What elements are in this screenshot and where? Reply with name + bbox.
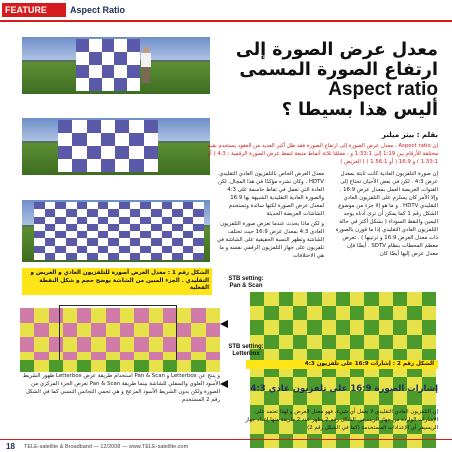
grid-cell bbox=[108, 224, 119, 231]
grid-cell bbox=[407, 320, 421, 334]
grid-cell bbox=[20, 337, 34, 352]
grid-cell bbox=[87, 202, 98, 209]
grid-cell bbox=[379, 320, 393, 334]
grid-cell bbox=[77, 238, 88, 245]
grid-cell bbox=[393, 320, 407, 334]
grid-cell bbox=[108, 209, 119, 216]
grid-cell bbox=[191, 308, 205, 323]
grid-cell bbox=[140, 209, 151, 216]
grid-cell bbox=[130, 224, 141, 231]
grid-cell bbox=[45, 202, 56, 209]
grid-cell bbox=[140, 217, 151, 224]
grid-cell bbox=[364, 320, 378, 334]
grid-cell bbox=[172, 246, 183, 253]
grid-cell bbox=[98, 253, 109, 260]
grid-cell bbox=[264, 306, 278, 320]
grid-cell bbox=[34, 224, 45, 231]
grid-cell bbox=[98, 209, 109, 216]
grid-cell bbox=[193, 253, 204, 260]
grid-cell bbox=[34, 231, 45, 238]
grid-cell bbox=[66, 224, 77, 231]
text-column-right: إن صورة التلفزيون العادية كانت ثابتة بمعدل عرض 4:3 . لكن في بعض الأحيان تحتاج إلى القنوات العريضة العمل بمعدل عرض 16:9 . وإلا الأمر كان يسلزم على التلفزيون العادي التقليدي HDTV . و ما هو إلا جزء من موضوع الشكل رقم 1 كما يمكن أن ترى أدناه يوجد اليمين والنقط السوداء ( بشكل أكثر في حالة التلفزيون العادي التقليدي إذا ما قورن بالصورة ذات معدل العرض 16:9 و ترتيبها ) . تعرض معظم المحطات بنظام SDTV . أيضًا فإن معدل عرض إليها أيضًا كان bbox=[335, 171, 438, 257]
grid-cell bbox=[144, 146, 158, 159]
grid-cell bbox=[89, 52, 102, 65]
grid-cell bbox=[364, 292, 378, 306]
grid-cell bbox=[183, 224, 194, 231]
grid-cell bbox=[115, 159, 129, 172]
grid-cell bbox=[350, 320, 364, 334]
feature-label: FEATURE bbox=[2, 3, 66, 17]
grid-cell bbox=[76, 39, 89, 52]
grid-cell bbox=[98, 202, 109, 209]
grid-cell bbox=[191, 323, 205, 338]
grid-cell bbox=[140, 253, 151, 260]
grid-cell bbox=[206, 308, 220, 323]
text-column-left-1: معدل العرض الخاص بالتلفزيون العادي التقليدي HDTV ، وكان نشره مؤكدًا في هذا المجال. لكن العادة التي تعمل في نقاط حاسمة على 4:3 والصورة العادية التقليدية الشبيهة بها 16:9 لمعدل عرض الصورة لكنها سائدة وتستخدم الشاشات العريضة الحديثة bbox=[217, 171, 324, 217]
grid-cell bbox=[115, 133, 129, 146]
grid-cell bbox=[183, 209, 194, 216]
grid-cell bbox=[58, 159, 72, 172]
grid-cell bbox=[115, 146, 129, 159]
grid-cell bbox=[87, 133, 101, 146]
grid-cell bbox=[151, 253, 162, 260]
grid-cell bbox=[66, 253, 77, 260]
grid-cell bbox=[140, 202, 151, 209]
grid-cell bbox=[183, 217, 194, 224]
grid-cell bbox=[172, 253, 183, 260]
grid-cell bbox=[130, 246, 141, 253]
grid-cell bbox=[140, 238, 151, 245]
grid-cell bbox=[193, 246, 204, 253]
grid-cell bbox=[76, 65, 89, 78]
grid-cell bbox=[55, 202, 66, 209]
grid-cell bbox=[98, 246, 109, 253]
grid-cell bbox=[66, 217, 77, 224]
grid-cell bbox=[172, 224, 183, 231]
grid-cell bbox=[151, 217, 162, 224]
grid-cell bbox=[322, 306, 336, 320]
grid-cell bbox=[336, 306, 350, 320]
grid-cell bbox=[76, 78, 89, 91]
title-line-3: Aspect ratio bbox=[328, 79, 438, 100]
grid-cell bbox=[379, 306, 393, 320]
grid-cell bbox=[393, 306, 407, 320]
grid-cell bbox=[87, 209, 98, 216]
grid-cell bbox=[140, 231, 151, 238]
grid-cell bbox=[130, 217, 141, 224]
grid-cell bbox=[98, 217, 109, 224]
grid-cell bbox=[250, 292, 264, 306]
grid-cell bbox=[172, 238, 183, 245]
photo-normal-tv bbox=[22, 37, 210, 94]
grid-cell bbox=[108, 246, 119, 253]
feature-topic: Aspect Ratio bbox=[70, 5, 126, 15]
grid-cell bbox=[119, 217, 130, 224]
grid-cell bbox=[45, 246, 56, 253]
grid-cell bbox=[55, 253, 66, 260]
grid-cell bbox=[98, 231, 109, 238]
grid-cell bbox=[87, 159, 101, 172]
grid-cell bbox=[172, 202, 183, 209]
grid-cell bbox=[102, 52, 115, 65]
text-bottom-left: و ينتج عن Letterbox و Pan & Scan استخدام طريقة عرض Letterbox ظهور الشريط الأسود العلوي والسفلي للشاشة بينما طريقة Pan & Scan تعرض الجزء المركزي من الصورة ولكن بدون الشريط الأسود المزعج و هي تحمي التجانس النسبي كما في الشكل رقم 2 المستخدم bbox=[20, 372, 220, 438]
grid-cell bbox=[77, 217, 88, 224]
grid-cell bbox=[422, 320, 436, 334]
grid-cell bbox=[34, 308, 48, 323]
grid-cell bbox=[172, 231, 183, 238]
grid-cell bbox=[151, 224, 162, 231]
grid-cell bbox=[193, 238, 204, 245]
grid-cell bbox=[72, 146, 86, 159]
grid-cell bbox=[264, 292, 278, 306]
grid-cell bbox=[101, 146, 115, 159]
grid-cell bbox=[72, 133, 86, 146]
grid-cell bbox=[350, 292, 364, 306]
pixel-grid-16x9 bbox=[58, 120, 158, 172]
grid-cell bbox=[193, 209, 204, 216]
grid-cell bbox=[279, 335, 293, 349]
grid-cell bbox=[193, 202, 204, 209]
grid-cell bbox=[177, 308, 191, 323]
grid-cell bbox=[177, 337, 191, 352]
grid-cell bbox=[77, 209, 88, 216]
grid-cell bbox=[162, 202, 173, 209]
grid-cell bbox=[98, 224, 109, 231]
grid-cell bbox=[119, 246, 130, 253]
grid-cell bbox=[66, 209, 77, 216]
grid-cell bbox=[151, 202, 162, 209]
grid-cell bbox=[108, 202, 119, 209]
grid-cell bbox=[55, 224, 66, 231]
grid-cell bbox=[119, 209, 130, 216]
grid-cell bbox=[151, 246, 162, 253]
author-byline: بقلم : بيتر ميلنر bbox=[381, 131, 438, 139]
grid-cell bbox=[162, 224, 173, 231]
grid-cell bbox=[407, 306, 421, 320]
grid-cell bbox=[87, 146, 101, 159]
grid-cell bbox=[34, 246, 45, 253]
grid-cell bbox=[66, 202, 77, 209]
figure-1-caption: الشكل رقم 1 : معدل العرض أصورة للتلفزيون العادي و العريض و التقليدي . الجزء المبين من الشاشة يوضح حجم و شكل النقطة الفعلية bbox=[22, 268, 212, 295]
grid-cell bbox=[72, 120, 86, 133]
grid-cell bbox=[140, 246, 151, 253]
pixel-grid-hd bbox=[34, 202, 204, 260]
grid-cell bbox=[130, 202, 141, 209]
grid-cell bbox=[307, 335, 321, 349]
grid-cell bbox=[250, 306, 264, 320]
grid-cell bbox=[407, 292, 421, 306]
footer-info: TELE-satellite & Broadband — 12/2008 — www.TELE-satellite.com bbox=[24, 444, 189, 450]
grid-cell bbox=[34, 238, 45, 245]
header-rule bbox=[0, 20, 452, 22]
grid-cell bbox=[58, 120, 72, 133]
grid-cell bbox=[264, 320, 278, 334]
grid-cell bbox=[77, 202, 88, 209]
grid-cell bbox=[177, 323, 191, 338]
grid-cell bbox=[129, 159, 143, 172]
grid-cell bbox=[76, 52, 89, 65]
golfer-figure bbox=[139, 47, 153, 87]
grid-cell bbox=[129, 146, 143, 159]
title-line-2: ارتفاع الصورة المسمى bbox=[239, 60, 438, 80]
grid-cell bbox=[162, 246, 173, 253]
page-number: 18 bbox=[6, 442, 15, 451]
grid-cell bbox=[55, 246, 66, 253]
grid-cell bbox=[183, 238, 194, 245]
grid-cell bbox=[293, 306, 307, 320]
grid-cell bbox=[151, 231, 162, 238]
grid-cell bbox=[293, 335, 307, 349]
grid-cell bbox=[350, 335, 364, 349]
grid-cell bbox=[129, 133, 143, 146]
grid-cell bbox=[34, 209, 45, 216]
grid-cell bbox=[87, 253, 98, 260]
grid-cell bbox=[130, 209, 141, 216]
grid-cell bbox=[55, 217, 66, 224]
grid-cell bbox=[58, 133, 72, 146]
grid-cell bbox=[34, 253, 45, 260]
grid-cell bbox=[130, 231, 141, 238]
grid-cell bbox=[364, 306, 378, 320]
grid-cell bbox=[144, 133, 158, 146]
pixel-grid-4x3 bbox=[76, 39, 140, 91]
title-line-4: أليس هذا بسيطا ؟ bbox=[281, 100, 438, 120]
grid-cell bbox=[183, 253, 194, 260]
grid-cell bbox=[45, 224, 56, 231]
grid-cell bbox=[87, 120, 101, 133]
grid-cell bbox=[162, 217, 173, 224]
figure-2-caption: الشكل رقم 2 : إشارات 16:9 على تلفزيون 4:3 bbox=[246, 360, 438, 369]
grid-cell bbox=[206, 323, 220, 338]
grid-cell bbox=[114, 39, 127, 52]
grid-cell bbox=[119, 238, 130, 245]
grid-cell bbox=[393, 335, 407, 349]
grid-cell bbox=[422, 306, 436, 320]
grid-cell bbox=[101, 133, 115, 146]
grid-cell bbox=[101, 159, 115, 172]
arrow-left-icon bbox=[220, 380, 228, 388]
grid-cell bbox=[162, 238, 173, 245]
grid-cell bbox=[87, 224, 98, 231]
grid-cell bbox=[115, 120, 129, 133]
grid-cell bbox=[172, 217, 183, 224]
grid-cell bbox=[379, 292, 393, 306]
grid-cell bbox=[98, 238, 109, 245]
article-title bbox=[202, 40, 438, 120]
grid-cell bbox=[162, 209, 173, 216]
grid-cell bbox=[393, 292, 407, 306]
grid-cell bbox=[72, 159, 86, 172]
grid-cell bbox=[130, 238, 141, 245]
grid-cell bbox=[55, 231, 66, 238]
grid-cell bbox=[114, 65, 127, 78]
grid-cell bbox=[279, 320, 293, 334]
grid-cell bbox=[350, 306, 364, 320]
grid-cell bbox=[77, 231, 88, 238]
grid-cell bbox=[102, 65, 115, 78]
grid-cell bbox=[102, 78, 115, 91]
footer-rule bbox=[0, 439, 452, 440]
stb-letterbox-label: STB setting: Letterbox bbox=[228, 344, 264, 357]
grid-cell bbox=[336, 335, 350, 349]
grid-cell bbox=[66, 238, 77, 245]
grid-cell bbox=[127, 39, 140, 52]
grid-cell bbox=[87, 246, 98, 253]
photo-hdtv bbox=[22, 200, 210, 262]
grid-cell bbox=[364, 335, 378, 349]
grid-cell bbox=[20, 323, 34, 338]
grid-cell bbox=[127, 52, 140, 65]
grid-cell bbox=[119, 253, 130, 260]
text-column-left-2: و لكن ماذا يحدث عندما تعرض صورة التلفزيون العادي 4:3 بمعدل عرض 16:9 حيث تختلف الشاشة وتظهر النسبة الحقيقية على الشاشة في تلفزيون على جهاز التلفزيون الرقمي نفسه و ما هي الاختلافات bbox=[216, 221, 324, 259]
grid-cell bbox=[66, 246, 77, 253]
grid-cell bbox=[264, 335, 278, 349]
grid-cell bbox=[162, 253, 173, 260]
grid-cell bbox=[422, 335, 436, 349]
stb-pan-scan-label: STB setting: Pan & Scan bbox=[228, 276, 264, 289]
grid-cell bbox=[87, 217, 98, 224]
grid-cell bbox=[279, 306, 293, 320]
grid-cell bbox=[307, 306, 321, 320]
grid-cell bbox=[108, 231, 119, 238]
grid-cell bbox=[144, 159, 158, 172]
grid-cell bbox=[108, 217, 119, 224]
grid-cell bbox=[77, 224, 88, 231]
grid-cell bbox=[407, 335, 421, 349]
grid-cell bbox=[140, 224, 151, 231]
grid-cell bbox=[34, 202, 45, 209]
grid-cell bbox=[191, 337, 205, 352]
grid-cell bbox=[127, 78, 140, 91]
page-header bbox=[0, 0, 452, 20]
grid-cell bbox=[87, 238, 98, 245]
grid-cell bbox=[183, 202, 194, 209]
grid-cell bbox=[34, 337, 48, 352]
grid-cell bbox=[193, 231, 204, 238]
article-lead: إن Aspect ratio ، معدل عرض الصورة إلى ارتفاع الصورة فقد ظل أكبر العديد من العقود يستخدم بقيم مختلفة للأرقام بين 1:19 إلى 1:33:1 و ، معلمًا ثلاثة أنماط متبعة لنمط عرض الصورة الرقمية : 4:3 ( أو 1.33:1 ) و 16:9 ( أو 1.56:1 ) ( العريض ) bbox=[207, 143, 438, 165]
grid-cell bbox=[87, 231, 98, 238]
grid-cell bbox=[55, 238, 66, 245]
grid-cell bbox=[293, 320, 307, 334]
arrow-left-icon bbox=[220, 320, 228, 328]
grid-cell bbox=[336, 320, 350, 334]
grid-cell bbox=[322, 292, 336, 306]
grid-cell bbox=[114, 52, 127, 65]
grid-cell bbox=[307, 320, 321, 334]
grid-cell bbox=[89, 39, 102, 52]
grid-cell bbox=[89, 65, 102, 78]
grid-cell bbox=[379, 335, 393, 349]
grid-cell bbox=[45, 217, 56, 224]
page-footer bbox=[0, 441, 452, 452]
grid-cell bbox=[114, 78, 127, 91]
grid-cell bbox=[183, 246, 194, 253]
grid-cell bbox=[172, 209, 183, 216]
grid-cell bbox=[336, 292, 350, 306]
grid-cell bbox=[279, 292, 293, 306]
grid-cell bbox=[206, 337, 220, 352]
grid-cell bbox=[183, 231, 194, 238]
grid-cell bbox=[151, 238, 162, 245]
grid-cell bbox=[119, 202, 130, 209]
text-bottom-right: إن التلفزيون العادي التقليدي لا يعمل أي شيء، فهو معدل العرض و لهذا تعتمد على الإشارات الواردة من جهاز الريسيفر. الشكل رقم 2 يظهر عدد 2 طريقة منها إعداد جهاز الريسيفر أي الإعدادات المستخدمة (كما في الشكل رقم 2) bbox=[245, 409, 438, 431]
grid-cell bbox=[127, 65, 140, 78]
grid-cell bbox=[293, 292, 307, 306]
grid-cell bbox=[58, 146, 72, 159]
grid-cell bbox=[322, 335, 336, 349]
grid-cell bbox=[20, 308, 34, 323]
grid-cell bbox=[77, 253, 88, 260]
section-heading: إشارات الصورة 16:9 على تلفزيون عادي 4:3 bbox=[250, 384, 438, 394]
grid-cell bbox=[102, 39, 115, 52]
grid-cell bbox=[322, 320, 336, 334]
grid-cell bbox=[108, 253, 119, 260]
grid-cell bbox=[250, 320, 264, 334]
grid-cell bbox=[129, 120, 143, 133]
grid-cell bbox=[193, 224, 204, 231]
title-line-1: معدل عرض الصورة إلى bbox=[235, 40, 438, 60]
grid-cell bbox=[45, 253, 56, 260]
grid-cell bbox=[193, 217, 204, 224]
grid-cell bbox=[119, 231, 130, 238]
photo-widescreen-tv bbox=[22, 118, 210, 175]
grid-cell bbox=[422, 292, 436, 306]
grid-cell bbox=[151, 209, 162, 216]
grid-cell bbox=[45, 209, 56, 216]
grid-cell bbox=[34, 217, 45, 224]
grid-cell bbox=[162, 231, 173, 238]
grid-cell bbox=[77, 246, 88, 253]
grid-cell bbox=[307, 292, 321, 306]
grid-cell bbox=[89, 78, 102, 91]
grid-cell bbox=[45, 238, 56, 245]
grid-cell bbox=[130, 253, 141, 260]
grid-cell bbox=[34, 323, 48, 338]
grid-cell bbox=[101, 120, 115, 133]
grid-cell bbox=[66, 231, 77, 238]
grid-cell bbox=[55, 209, 66, 216]
grid-cell bbox=[45, 231, 56, 238]
grid-cell bbox=[108, 238, 119, 245]
grid-cell bbox=[119, 224, 130, 231]
grid-cell bbox=[144, 120, 158, 133]
